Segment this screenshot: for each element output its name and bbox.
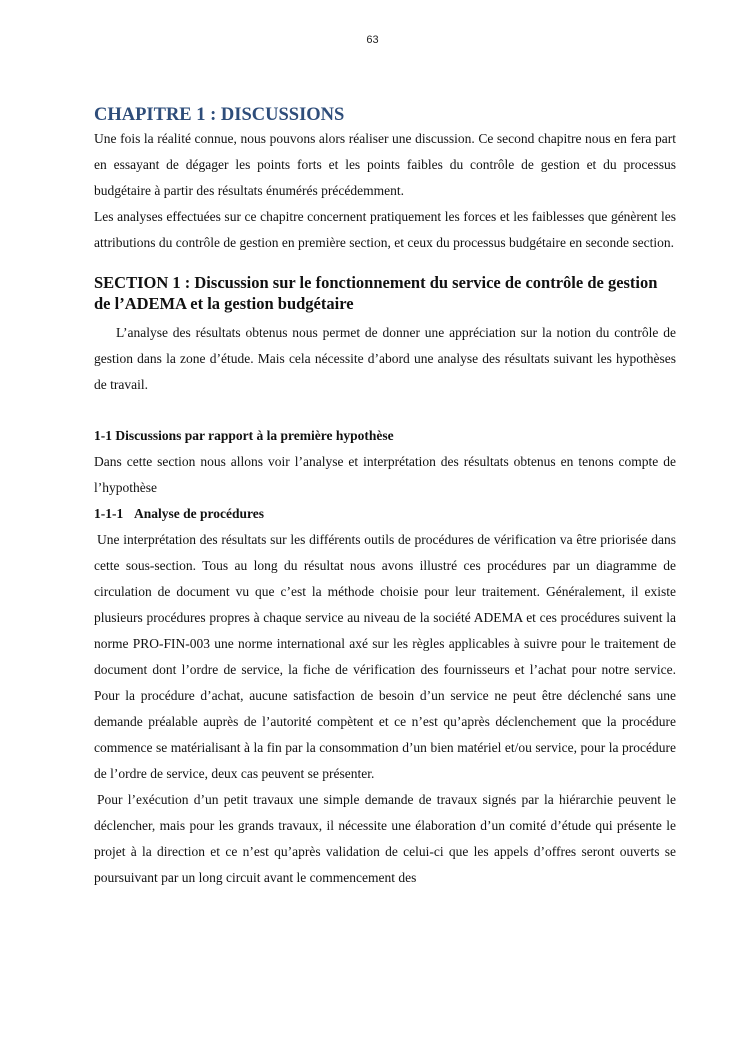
subsection-1-1-title: 1-1 Discussions par rapport à la première hypothèse [94,428,394,443]
intro-paragraph-2: Les analyses effectuées sur ce chapitre concernent pratiquement les forces et les faiblesses que génèrent les attributions du contrôle de gestion en première section, et ceux du processus budgétaire en seconde section. [94,209,676,250]
page-number: 63 [366,34,379,46]
page-content [94,104,676,891]
subsection-1-1-1-heading [94,501,676,527]
subsection-1-1-paragraph: Dans cette section nous allons voir l’analyse et interprétation des résultats obtenus en tenons compte de l’hypothèse [94,454,676,495]
subsection-1-1-1-number: 1-1-1 [94,506,124,521]
intro-paragraph-1: Une fois la réalité connue, nous pouvons alors réaliser une discussion. Ce second chapitre nous en fera part en essayant de dégager les points forts et les points faibles du contrôle de gestion et du processus budgétaire à partir des résultats énumérés précédemment. [94,131,676,198]
subsection-1-1-1-paragraph-2: Pour l’exécution d’un petit travaux une simple demande de travaux signés par la hiérarchie peuvent le déclencher, mais pour les grands travaux, il nécessite une élaboration d’un comité d’étude qui présente le projet à la direction et ce n’est qu’après validation de celui-ci que les appels d’offres seront ouverts se poursuivant par un long circuit avant le commencement des [94,792,676,885]
section-1-title: SECTION 1 : Discussion sur le fonctionnement du service de contrôle de gestion de l’ADEMA et la gestion budgétaire [94,273,658,313]
chapter-title: CHAPITRE 1 : DISCUSSIONS [94,105,345,125]
subsection-1-1-1-paragraph-1: Une interprétation des résultats sur les différents outils de procédures de vérification va être priorisée dans cette sous-section. Tous au long du résultat nous avons illustré ces procédures par un diagramme de circulation de document vu que c’est la méthode choisie pour leur traitement. Généralement, il existe plusieurs procédures propres à chaque service au niveau de la société ADEMA et ces procédures suivent la norme PRO-FIN-003 une norme international axé sur les règles applicables à suivre pour le traitement de document dont l’ordre de service, la fiche de vérification des fournisseurs et l’achat pour notre service. Pour la procédure d’achat, aucune satisfaction de besoin d’un service ne peut être déclenché sans une demande préalable auprès de l’autorité compètent et ce n’est qu’après déclenchement que la procédure commence se matérialisant à la fin par la consommation d’un bien matériel et/ou service, pour la procédure de l’ordre de service, deux cas peuvent se présenter. [94,532,676,781]
section-1-paragraph: L’analyse des résultats obtenus nous permet de donner une appréciation sur la notion du contrôle de gestion dans la zone d’étude. Mais cela nécessite d’abord une analyse des résultats suivant les hypothèses de travail. [94,325,676,392]
subsection-1-1-1-title: Analyse de procédures [134,506,265,521]
